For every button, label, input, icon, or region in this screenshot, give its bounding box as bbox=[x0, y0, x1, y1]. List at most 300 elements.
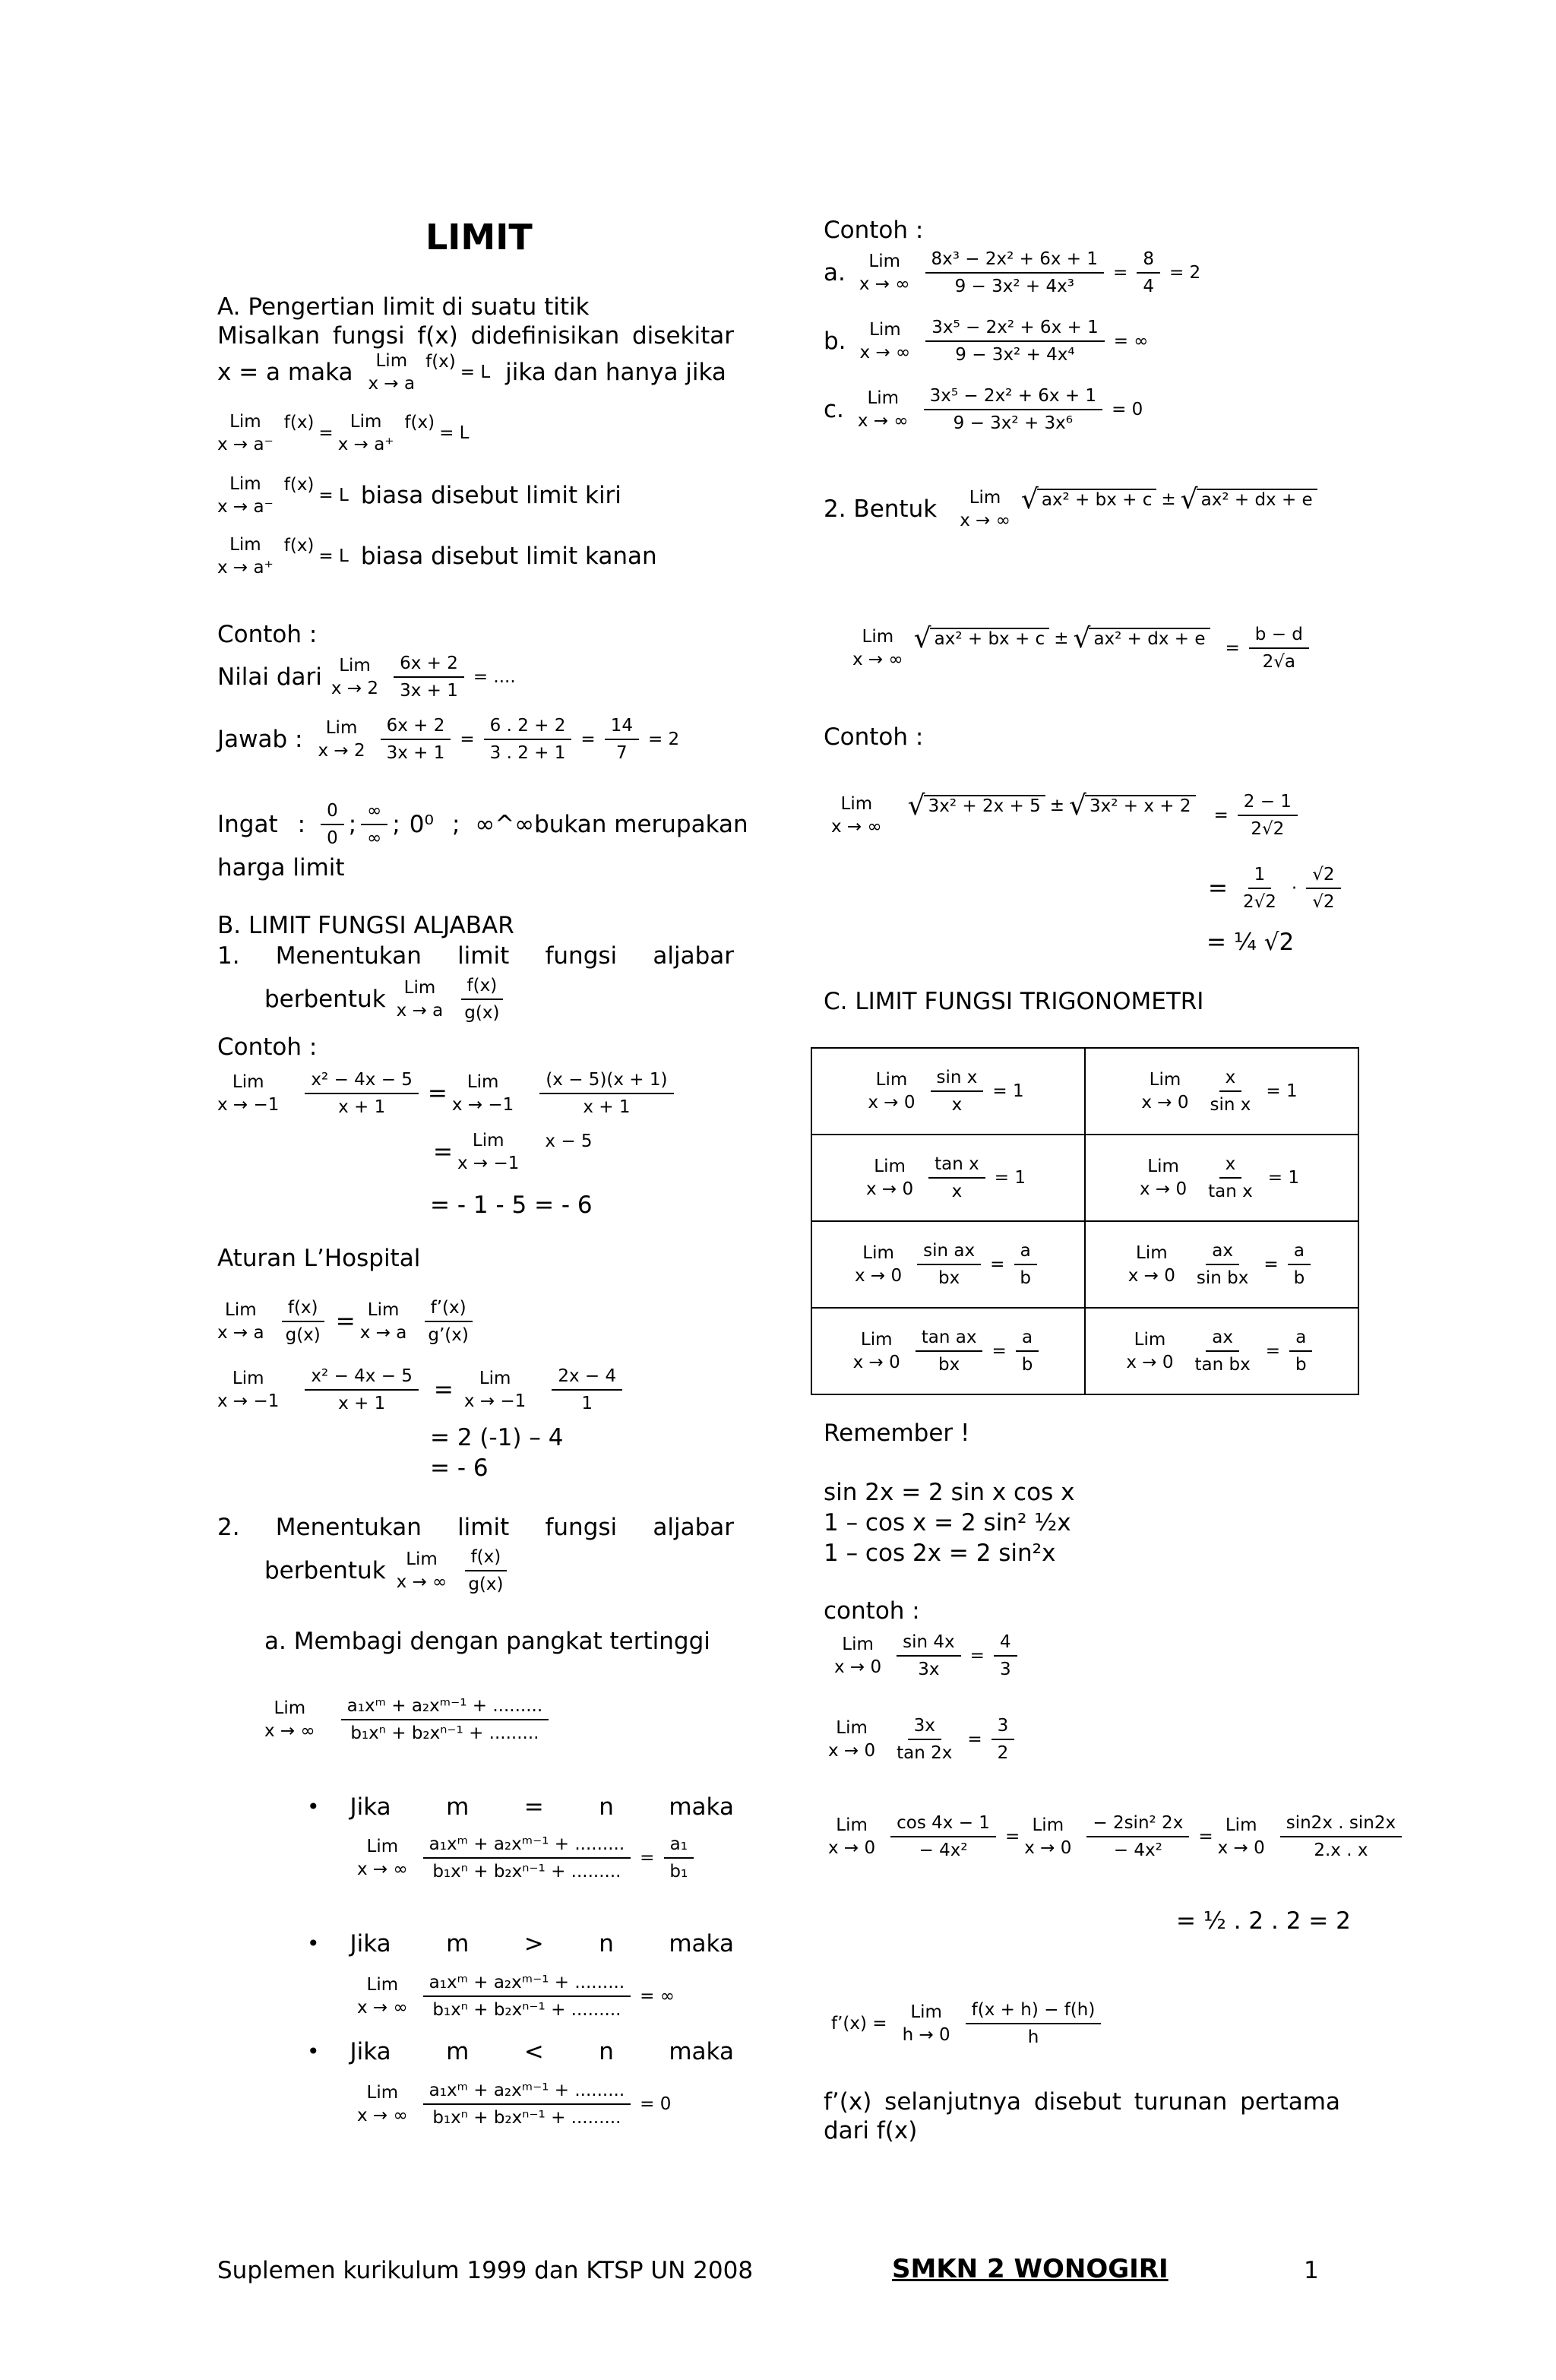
lim-approach: x → ∞ bbox=[396, 1572, 448, 1592]
identity: 1 – cos 2x = 2 sin²x bbox=[824, 1540, 1056, 1567]
numerator: sin ax bbox=[917, 1239, 981, 1265]
fraction bbox=[1249, 623, 1309, 673]
equals: = bbox=[640, 1848, 655, 1868]
text: harga limit bbox=[217, 854, 345, 881]
equals: = bbox=[990, 1255, 1005, 1274]
lim-approach: x → ∞ bbox=[357, 1998, 408, 2018]
numerator: (x − 5)(x + 1) bbox=[539, 1068, 673, 1094]
label: b. bbox=[824, 328, 846, 355]
word: Misalkan bbox=[217, 322, 321, 350]
text: berbentuk bbox=[264, 986, 386, 1013]
word: = bbox=[523, 1793, 544, 1821]
denominator: ∞ bbox=[367, 828, 382, 848]
denominator: b₁xⁿ + b₂xⁿ⁻¹ + ......... bbox=[432, 1862, 621, 1882]
limit-expr bbox=[903, 2001, 950, 2046]
lim-approach: x → ∞ bbox=[357, 1859, 408, 1879]
denominator: b₁ bbox=[669, 1862, 688, 1882]
lim-label: Lim bbox=[274, 1698, 306, 1718]
table-cell bbox=[1085, 1048, 1358, 1135]
result: = 2 bbox=[647, 730, 680, 749]
sqrt: √ 3x² + x + 2 bbox=[1069, 790, 1195, 821]
denominator: 3 bbox=[999, 1660, 1011, 1679]
lim-label: Lim bbox=[869, 320, 901, 340]
example-a bbox=[824, 248, 1205, 298]
denominator: g(x) bbox=[464, 1003, 500, 1023]
lim-label: Lim bbox=[867, 388, 900, 408]
denominator: g’(x) bbox=[428, 1325, 469, 1345]
table-cell bbox=[811, 1308, 1085, 1394]
denominator: − 4x² bbox=[1113, 1840, 1162, 1860]
numerator: 3x⁵ − 2x² + 6x + 1 bbox=[925, 316, 1105, 342]
lim-label: Lim bbox=[874, 1157, 906, 1176]
lim-label: Lim bbox=[1134, 1330, 1166, 1350]
intro-line-1 bbox=[217, 321, 734, 351]
lim-approach: h → 0 bbox=[902, 2025, 950, 2045]
limit-expr bbox=[1126, 1328, 1173, 1374]
numerator: a₁xᵐ + a₂xᵐ⁻¹ + ......... bbox=[423, 1833, 631, 1859]
limit-expr bbox=[1128, 1242, 1175, 1287]
result: = ∞ bbox=[1113, 331, 1149, 351]
numerator: a bbox=[1014, 1239, 1037, 1265]
limit-expr bbox=[452, 1071, 514, 1116]
radicand: 3x² + 2x + 5 bbox=[924, 795, 1045, 816]
lim-approach: x → ∞ bbox=[859, 343, 911, 362]
sqrt: √ ax² + bx + c bbox=[1021, 484, 1157, 515]
denominator: b bbox=[1021, 1355, 1033, 1375]
footer-school: SMKN 2 WONOGIRI bbox=[892, 2254, 1169, 2284]
case3-expr bbox=[357, 2079, 675, 2129]
numerator: f(x) bbox=[282, 1296, 324, 1322]
word: n bbox=[599, 2038, 614, 2065]
lim-label: Lim bbox=[366, 1975, 399, 1995]
fraction bbox=[1016, 1326, 1039, 1376]
fraction bbox=[890, 1812, 996, 1862]
word: aljabar bbox=[653, 1514, 734, 1541]
fraction bbox=[458, 974, 505, 1024]
lim-approach: x → 0 bbox=[828, 1838, 876, 1858]
word: fungsi bbox=[332, 322, 405, 350]
equals: = bbox=[1113, 263, 1128, 283]
lim-approach: x → a bbox=[368, 374, 416, 394]
lim-label: Lim bbox=[1147, 1157, 1179, 1176]
table-row bbox=[811, 1048, 1358, 1135]
denominator: b bbox=[1295, 1355, 1307, 1375]
fraction bbox=[1137, 248, 1160, 298]
result: = 1 bbox=[1266, 1081, 1298, 1101]
table-row bbox=[811, 1135, 1358, 1221]
item2-line bbox=[217, 1512, 734, 1543]
word: fungsi bbox=[545, 1514, 618, 1541]
identity: sin 2x = 2 sin x cos x bbox=[824, 1479, 1075, 1506]
numerator: 6 . 2 + 2 bbox=[484, 714, 572, 740]
trig-example-1 bbox=[834, 1631, 1022, 1681]
text: biasa disebut limit kanan bbox=[360, 543, 657, 570]
lim-approach: x → a bbox=[217, 1323, 264, 1343]
word: disebut bbox=[1033, 2088, 1121, 2116]
limit-expr bbox=[217, 1299, 264, 1344]
numerator: sin2x . sin2x bbox=[1280, 1812, 1402, 1837]
lim-approach: x → 2 bbox=[318, 741, 365, 761]
text: ∞^∞ bbox=[475, 811, 535, 838]
numerator: tan ax bbox=[916, 1326, 983, 1352]
berbentuk-1 bbox=[264, 974, 510, 1024]
turunan-line bbox=[824, 2087, 1340, 2117]
limit-expr bbox=[831, 793, 882, 838]
result: = 2 bbox=[1169, 263, 1201, 283]
denominator: g(x) bbox=[468, 1575, 504, 1594]
lim-label: Lim bbox=[229, 474, 261, 494]
limit-expr bbox=[852, 625, 903, 671]
equals-dots: = .... bbox=[473, 667, 516, 687]
word: Menentukan bbox=[275, 942, 422, 970]
lim-label: Lim bbox=[232, 1072, 264, 1092]
denominator: tan x bbox=[1208, 1182, 1253, 1201]
numerator: a₁ bbox=[664, 1833, 694, 1859]
numerator: 6x + 2 bbox=[381, 714, 451, 740]
lim-label: Lim bbox=[1225, 1815, 1257, 1835]
lim-label: Lim bbox=[367, 1300, 400, 1320]
denominator: 9 − 3x² + 3x⁶ bbox=[953, 413, 1073, 433]
fraction bbox=[305, 1068, 419, 1119]
lim-label: Lim bbox=[836, 1718, 868, 1738]
table-cell bbox=[1085, 1221, 1358, 1308]
limit-expr bbox=[859, 250, 910, 296]
lim-label: Lim bbox=[479, 1369, 511, 1388]
lim-approach: x → −1 bbox=[457, 1154, 520, 1173]
word: limit bbox=[457, 1514, 510, 1541]
equals: = bbox=[1225, 638, 1240, 658]
lim-label: Lim bbox=[1149, 1070, 1181, 1090]
fx: f(x) bbox=[283, 413, 315, 432]
numerator: tan x bbox=[928, 1153, 985, 1179]
fraction bbox=[381, 714, 451, 764]
lim-approach: x → a bbox=[359, 1323, 407, 1343]
numerator: ax bbox=[1206, 1326, 1239, 1352]
denominator: 2√2 bbox=[1242, 892, 1276, 912]
denominator: 0 bbox=[327, 828, 338, 848]
limit-expr bbox=[960, 486, 1010, 532]
lim-label: Lim bbox=[225, 1300, 257, 1320]
denominator: sin x bbox=[1210, 1095, 1251, 1115]
bullet: • bbox=[307, 1794, 320, 1819]
lim-label: Lim bbox=[375, 351, 408, 371]
case1-expr bbox=[357, 1833, 698, 1883]
word: limit bbox=[457, 942, 510, 970]
lim-approach: x → ∞ bbox=[357, 2106, 408, 2125]
limit-expr bbox=[264, 1697, 315, 1742]
equals: = bbox=[335, 1308, 356, 1335]
result: = - 6 bbox=[430, 1454, 489, 1482]
table-cell bbox=[811, 1048, 1085, 1135]
denominator: b bbox=[1020, 1268, 1031, 1288]
fx: f(x) bbox=[425, 352, 456, 372]
fraction bbox=[539, 1068, 673, 1119]
equals-L: = L bbox=[318, 546, 349, 566]
lim-approach: x → 0 bbox=[1126, 1353, 1174, 1372]
word: f(x) bbox=[417, 322, 458, 350]
text: dari f(x) bbox=[824, 2117, 918, 2144]
lim-approach: x → 0 bbox=[1140, 1179, 1188, 1199]
lim-approach: x → ∞ bbox=[831, 817, 882, 837]
table-cell bbox=[1085, 1135, 1358, 1221]
limit-expr bbox=[368, 350, 415, 395]
denominator: 3x + 1 bbox=[386, 743, 445, 763]
label: c. bbox=[824, 396, 844, 423]
denominator: x + 1 bbox=[583, 1097, 631, 1117]
equals: = bbox=[1265, 1341, 1281, 1361]
word: 2. bbox=[217, 1514, 240, 1541]
text: 0⁰ bbox=[409, 811, 434, 838]
derivative-def bbox=[827, 1999, 1105, 2049]
fraction bbox=[321, 799, 344, 850]
lim-label: Lim bbox=[875, 1070, 908, 1090]
numerator: 8x³ − 2x² + 6x + 1 bbox=[925, 248, 1105, 274]
example-b1-step bbox=[429, 1129, 593, 1175]
lim-label: Lim bbox=[862, 627, 894, 647]
fraction bbox=[1288, 1239, 1311, 1290]
word: disekitar bbox=[632, 322, 734, 350]
numerator: a bbox=[1289, 1326, 1312, 1352]
numerator: x² − 4x − 5 bbox=[305, 1365, 419, 1391]
equals: = bbox=[967, 1730, 982, 1749]
fraction bbox=[1204, 1066, 1257, 1116]
fraction bbox=[917, 1239, 981, 1290]
limit-expr bbox=[464, 1367, 526, 1413]
hospital-example bbox=[217, 1365, 627, 1415]
fprime-label: f’(x) = bbox=[831, 2014, 887, 2033]
fraction bbox=[924, 385, 1103, 435]
limit-expr bbox=[1024, 1814, 1071, 1859]
fraction bbox=[423, 2079, 631, 2129]
limit-expr bbox=[834, 1633, 881, 1679]
limit-expr bbox=[357, 1835, 408, 1881]
limit-expr bbox=[357, 2081, 408, 2127]
lim-approach: x → ∞ bbox=[852, 650, 903, 669]
footer-left: Suplemen kurikulum 1999 dan KTSP UN 2008 bbox=[217, 2257, 754, 2284]
result: = ¼ √2 bbox=[1207, 929, 1295, 956]
denominator: sin bx bbox=[1196, 1268, 1249, 1288]
left-right-limit-def bbox=[217, 410, 474, 456]
fraction bbox=[1191, 1239, 1254, 1290]
limit-expr bbox=[217, 473, 274, 518]
word: maka bbox=[669, 1930, 734, 1957]
fx: f(x) bbox=[283, 536, 315, 555]
numerator: ∞ bbox=[361, 799, 387, 825]
berbentuk-2 bbox=[264, 1546, 514, 1596]
numerator: x bbox=[1219, 1066, 1242, 1092]
lim-approach: x → −1 bbox=[217, 1391, 280, 1411]
denominator: tan bx bbox=[1194, 1355, 1251, 1375]
fraction bbox=[1014, 1239, 1037, 1290]
word: turunan bbox=[1134, 2088, 1228, 2116]
contoh-label: Contoh : bbox=[824, 723, 924, 751]
example-root-step bbox=[1203, 863, 1346, 913]
denominator: 2√a bbox=[1262, 652, 1296, 672]
lim-approach: x → a bbox=[396, 1001, 444, 1021]
numerator: a bbox=[1016, 1326, 1039, 1352]
numerator: x² − 4x − 5 bbox=[305, 1068, 419, 1094]
lim-label: Lim bbox=[472, 1131, 504, 1150]
denominator: b bbox=[1293, 1268, 1305, 1288]
limit-expr bbox=[1218, 1814, 1265, 1859]
fraction bbox=[423, 1971, 631, 2021]
lim-approach: x → 0 bbox=[1127, 1266, 1175, 1286]
limit-expr bbox=[457, 1129, 519, 1175]
lim-label: Lim bbox=[1032, 1815, 1064, 1835]
fraction bbox=[928, 1153, 985, 1203]
fraction bbox=[925, 248, 1105, 298]
denominator: 9 − 3x² + 4x³ bbox=[954, 277, 1074, 296]
fx: f(x) bbox=[404, 413, 435, 432]
radicand: ax² + dx + e bbox=[1089, 628, 1210, 649]
numerator: − 2sin² 2x bbox=[1086, 1812, 1189, 1837]
fraction bbox=[1237, 863, 1282, 913]
table-row bbox=[811, 1308, 1358, 1394]
case3-line bbox=[307, 2037, 734, 2067]
lim-approach: x → −1 bbox=[451, 1095, 514, 1115]
numerator: a₁xᵐ + a₂xᵐ⁻¹ + ......... bbox=[423, 2079, 631, 2105]
sub-a: a. Membagi dengan pangkat tertinggi bbox=[264, 1628, 710, 1655]
intro-line-2 bbox=[217, 350, 726, 395]
denominator: h bbox=[1027, 2027, 1039, 2047]
section-c-heading: C. LIMIT FUNGSI TRIGONOMETRI bbox=[824, 988, 1204, 1015]
numerator: 0 bbox=[321, 799, 344, 825]
numerator: f(x + h) − f(h) bbox=[966, 1999, 1102, 2024]
fraction bbox=[1306, 863, 1340, 913]
fraction bbox=[991, 1714, 1015, 1764]
case2-line bbox=[307, 1929, 734, 1959]
limit-expr bbox=[866, 1155, 913, 1201]
fraction bbox=[394, 652, 464, 702]
lim-label: Lim bbox=[406, 1549, 438, 1569]
numerator: 8 bbox=[1137, 248, 1160, 274]
fraction bbox=[1189, 1326, 1257, 1376]
radicand: ax² + dx + e bbox=[1197, 489, 1317, 510]
word: m bbox=[446, 1793, 470, 1821]
limit-expr bbox=[357, 1973, 408, 2019]
lim-approach: x → −1 bbox=[463, 1391, 527, 1411]
lim-label: Lim bbox=[969, 488, 1001, 508]
word: maka bbox=[669, 1793, 734, 1821]
fx: f(x) bbox=[283, 475, 315, 495]
fraction bbox=[423, 1833, 631, 1883]
lim-approach: x → −1 bbox=[217, 1095, 280, 1115]
fraction bbox=[422, 1296, 474, 1347]
lim-approach: x → 0 bbox=[866, 1179, 914, 1199]
lim-approach: x → 0 bbox=[855, 1266, 903, 1286]
lim-label: Lim bbox=[403, 978, 436, 998]
lim-approach: x → 0 bbox=[834, 1657, 882, 1677]
radicand: 3x² + x + 2 bbox=[1085, 795, 1196, 816]
fraction bbox=[605, 714, 639, 764]
table-cell bbox=[811, 1135, 1085, 1221]
lim-approach: x → ∞ bbox=[859, 274, 910, 294]
example-b1 bbox=[217, 1068, 678, 1119]
lim-label: Lim bbox=[232, 1369, 264, 1388]
poly-limit bbox=[264, 1695, 553, 1745]
limit-expr bbox=[318, 717, 365, 762]
word: f’(x) bbox=[824, 2088, 872, 2116]
denominator: 7 bbox=[616, 743, 628, 763]
identity: 1 – cos x = 2 sin² ½x bbox=[824, 1509, 1071, 1537]
fraction bbox=[916, 1326, 983, 1376]
table-cell bbox=[811, 1221, 1085, 1308]
contoh-label: Contoh : bbox=[217, 621, 318, 648]
fraction bbox=[925, 316, 1105, 366]
denominator: 4 bbox=[1143, 277, 1154, 296]
item1-line bbox=[217, 941, 734, 971]
contoh-label: Contoh : bbox=[824, 217, 924, 244]
text: ; bbox=[451, 811, 460, 838]
equals: = bbox=[427, 1080, 448, 1107]
numerator: a bbox=[1288, 1239, 1311, 1265]
trig-limit-table bbox=[811, 1047, 1359, 1395]
denominator: 9 − 3x² + 4x⁴ bbox=[955, 345, 1075, 365]
page-title: LIMIT bbox=[425, 217, 533, 258]
denominator: 2.x . x bbox=[1314, 1840, 1368, 1860]
word: Jika bbox=[349, 1930, 391, 1957]
lim-approach: x → 0 bbox=[868, 1093, 916, 1112]
limit-expr bbox=[860, 318, 911, 364]
fraction bbox=[994, 1631, 1017, 1681]
lim-label: Lim bbox=[910, 2002, 942, 2022]
word: Menentukan bbox=[275, 1514, 422, 1541]
case1-line bbox=[307, 1792, 734, 1822]
limit-expr bbox=[868, 1068, 915, 1114]
plus-minus: ± bbox=[1049, 796, 1065, 815]
word: selanjutnya bbox=[884, 2088, 1022, 2116]
lim-label: Lim bbox=[842, 1635, 874, 1654]
sqrt: √ ax² + dx + e bbox=[1073, 623, 1210, 654]
result: = 1 bbox=[994, 1168, 1026, 1188]
case2-expr bbox=[357, 1971, 679, 2021]
text: ; bbox=[392, 811, 400, 838]
numerator: √2 bbox=[1306, 863, 1340, 889]
lim-approach: x → a⁻ bbox=[217, 497, 274, 517]
trig-example-2 bbox=[828, 1714, 1019, 1764]
example-nilai bbox=[217, 652, 520, 702]
equals: = bbox=[460, 730, 475, 749]
lim-label: Lim bbox=[1136, 1243, 1168, 1263]
lim-label: Lim bbox=[339, 656, 371, 676]
contoh-label: contoh : bbox=[824, 1597, 920, 1625]
limit-expr bbox=[217, 1071, 279, 1116]
example-c bbox=[824, 385, 1147, 435]
word: n bbox=[599, 1793, 614, 1821]
equals: = bbox=[580, 730, 596, 749]
fraction bbox=[341, 1695, 549, 1745]
fraction bbox=[890, 1714, 958, 1764]
word: fungsi bbox=[545, 942, 618, 970]
limit-expr bbox=[828, 1717, 875, 1762]
bullet: • bbox=[307, 1931, 320, 1956]
numerator: x bbox=[1219, 1153, 1242, 1179]
fraction bbox=[280, 1296, 327, 1347]
denominator: tan 2x bbox=[897, 1743, 953, 1763]
hospital-rule bbox=[217, 1296, 479, 1347]
fraction bbox=[462, 1546, 509, 1596]
lim-approach: x → a⁻ bbox=[217, 435, 274, 454]
fraction bbox=[361, 799, 387, 850]
fraction bbox=[663, 1833, 694, 1883]
word: 1. bbox=[217, 942, 240, 970]
radicand: ax² + bx + c bbox=[1037, 489, 1157, 510]
numerator: 3x⁵ − 2x² + 6x + 1 bbox=[924, 385, 1103, 410]
limit-expr bbox=[360, 1299, 407, 1344]
text: ; bbox=[348, 811, 357, 838]
result: = 0 bbox=[640, 2094, 672, 2114]
numerator: 6x + 2 bbox=[394, 652, 464, 678]
